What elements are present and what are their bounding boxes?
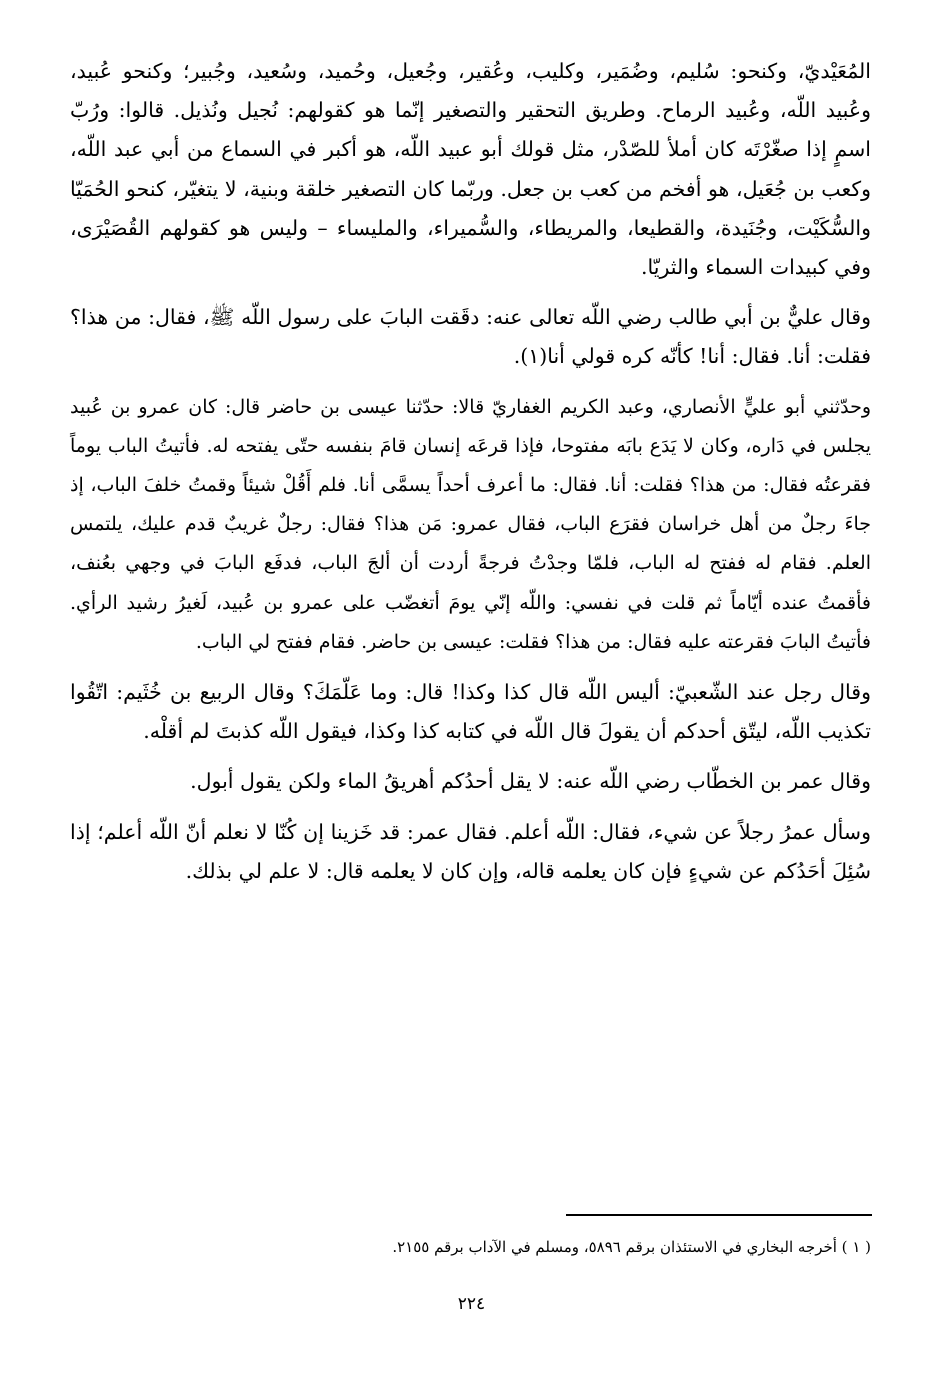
paragraph-ali-door-knock: وقال عليٌّ بن أبي طالب رضي اللّه تعالى عنه: دقَقت البابَ على رسول اللّه ﷺ، فقال: من هذا؟ فقلت: أنا. فقال: أنا! كأنّه كره قولي أنا(١). xyxy=(70,305,871,369)
paragraph-diminutives: المُعَيْديّ، وكنحو: سُليم، وضُمَير، وكليب، وعُقير، وجُعيل، وحُميد، وسُعيد، وجُبير؛ وكنحو عُبيد، وعُبيد اللّه، وعُبيد الرماح. وطريق التحقير والتصغير إنّما هو كقولهم: نُجيل ونُذيل. قالوا: ورُبّ اسمٍ إذا صغّرْتَه كان أملأ للصّدْر، مثل قولك أبو عبيد اللّه، هو أكبر في السماع من أبي عبد اللّه، وكعب بن جُعَيل، هو أفخم من كعب بن جعل. وربّما كان التصغير خلقة وبنية، لا يتغيّر، كنحو الحُمَيّا والسُّكَيْت، وجُنَيدة، والقطيعا، والمريطاء، والسُّميراء، والمليساء – وليس هو كقولهم القُصَيْرَى، وفي كبيدات السماء والثريّا. xyxy=(70,59,871,280)
footnote-divider xyxy=(566,1214,872,1216)
body-text xyxy=(70,52,871,891)
footnote: ( ١ ) أخرجه البخاري في الاستئذان برقم ٥٨٩٦، ومسلم في الآداب برقم ٢١٥٥. xyxy=(392,1238,871,1256)
paragraph-shabi: وقال رجل عند الشّعبيّ: أليس اللّه قال كذا وكذا! قال: وما عَلّمَكَ؟ وقال الربيع بن خُثَيم: اتّقُوا تكذيب اللّه، ليتّق أحدكم أن يقولَ قال اللّه في كتابه كذا وكذا، فيقول اللّه كذبتَ لم أقلْه. xyxy=(70,680,871,744)
paragraph-amr-ibn-ubayd: وحدّثني أبو عليٍّ الأنصاري، وعبد الكريم الغفاريّ قالا: حدّثنا عيسى بن حاضر قال: كان عمرو بن عُبيد يجلس في دَاره، وكان لا يَدَع بابَه مفتوحا، فإذا قرعَه إنسان قامَ بنفسه حتّى يفتحه له. فأتيتُ الباب يوماً فقرعتُه فقال: من هذا؟ فقلت: أنا. فقال: ما أعرف أحداً يسمَّى أنا. فلم أَقُلْ شيئاً وقمتُ خلفَ الباب، إذ جاءَ رجلٌ من أهل خراسان فقرَع الباب، فقال عمرو: مَن هذا؟ فقال: رجلٌ غريبٌ قدم عليك، يلتمس العلم. فقام له ففتح له الباب، فلمّا وجدْتُ فرجةً أردت أن ألجَ الباب، فدفَع البابَ في وجهي بعُنف، فأقمتُ عنده أيّاماً ثم قلت في نفسي: واللّه إنّي يومَ أتغضّب على عمرو بن عُبيد، لَغيرُ رشيد الرأي. فأتيتُ البابَ فقرعته عليه فقال: من هذا؟ فقلت: عيسى بن حاضر. فقام ففتح لي الباب. xyxy=(70,395,871,653)
paragraph-umar-ibn-khattab: وقال عمر بن الخطّاب رضي اللّه عنه: لا يقل أحدُكم أهريقُ الماء ولكن يقول أبول. xyxy=(190,769,871,794)
paragraph-umar-allah-knows: وسأل عمرُ رجلاً عن شيء، فقال: اللّه أعلم. فقال عمر: قد خَزينا إن كُنّا لا نعلم أنّ اللّه أعلم؛ إذا سُئِلَ أحَدُكم عن شيءٍ فإن كان يعلمه قاله، وإن كان لا يعلمه قال: لا علم لي بذلك. xyxy=(70,819,871,883)
page-number: ٢٢٤ xyxy=(457,1294,486,1314)
